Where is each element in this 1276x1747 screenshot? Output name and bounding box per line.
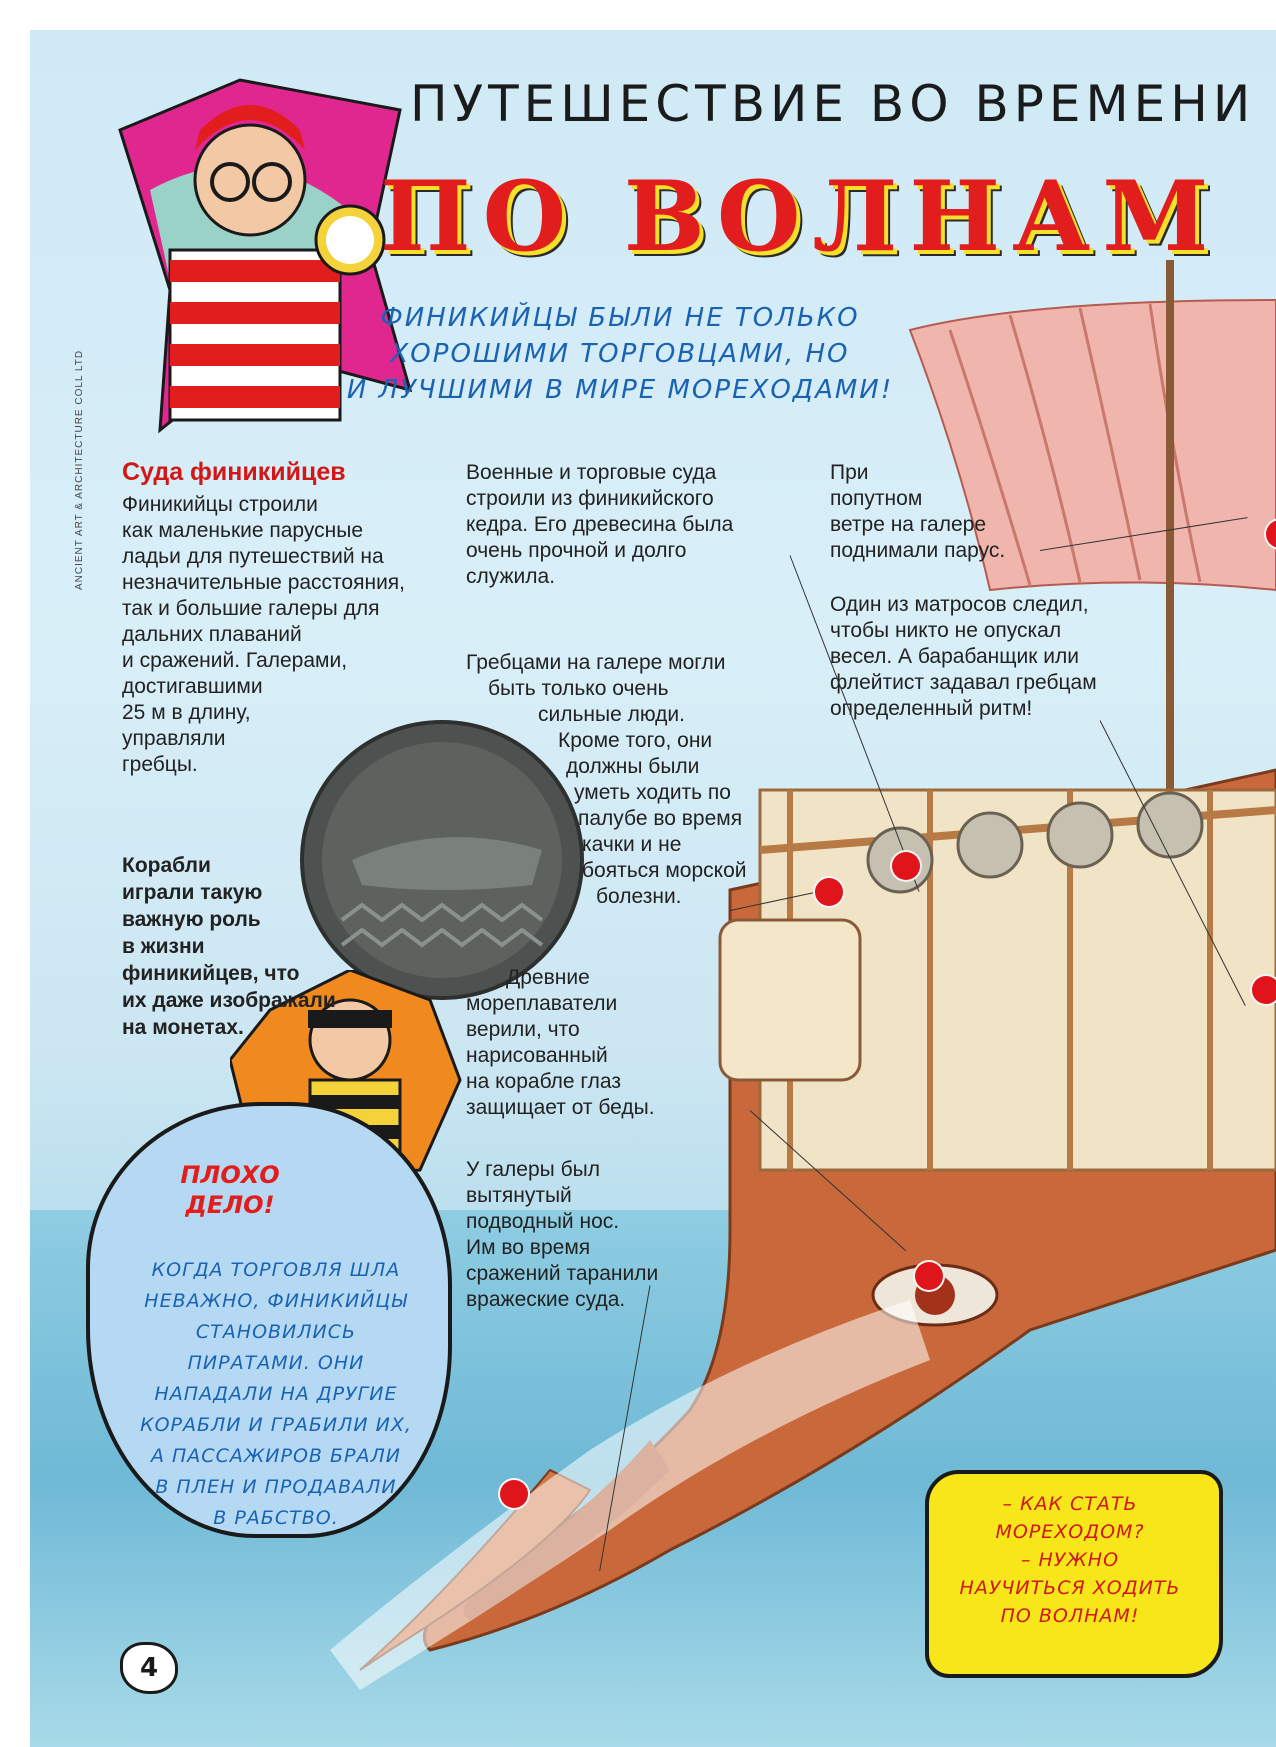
text-line: флейтист задавал гребцам [830,671,1097,694]
text-line: подводный нос. [466,1210,620,1233]
text-line: попутном [830,487,923,510]
page [30,30,1276,1747]
text-line: ПО ВОЛНАМ! [1000,1605,1140,1627]
text-line: бояться морской [582,859,747,882]
text-line: Корабли [122,854,211,877]
text-line: МОРЕХОДОМ? [995,1521,1145,1543]
text-line: вытянутый [466,1184,572,1207]
text-line: Один из матросов следил, [830,593,1089,616]
bubble-text [116,1255,436,1534]
text-line: сражений таранили [466,1262,659,1285]
text-line: нарисованный [466,1044,608,1067]
intro-line: ФИНИКИЙЦЫ БЫЛИ НЕ ТОЛЬКО [380,303,860,333]
text-line: их даже изображали [122,989,336,1012]
text-line: Военные и торговые суда [466,461,717,484]
text-line: достигавшими [122,675,263,698]
page-title: ПО ВОЛНАМ [380,160,1221,273]
bubble-title-line: ПЛОХО [180,1161,280,1189]
text-line: У галеры был [466,1158,600,1181]
intro-text [320,300,920,408]
text-line: ладьи для путешествий на [122,545,384,568]
ships-paragraph [122,492,442,778]
bubble-title [150,1160,310,1220]
text-line: уметь ходить по [574,781,731,804]
rowers-caption [466,650,786,910]
text-line: поднимали парус. [830,539,1006,562]
text-line: защищает от беды. [466,1096,655,1119]
page-number: 4 [120,1642,178,1694]
text-line: как маленькие парусные [122,519,363,542]
text-line: Кроме того, они [558,729,713,752]
text-line: болезни. [596,885,682,908]
text-line: служила. [466,565,556,588]
text-line: качки и не [582,833,682,856]
text-line: Гребцами на галере могли [466,651,726,674]
text-line: ветре на галере [830,513,986,536]
series-title: ПУТЕШЕСТВИЕ ВО ВРЕМЕНИ [410,75,1256,133]
text-line: КОГДА ТОРГОВЛЯ ШЛА [151,1259,401,1281]
marker-dot [915,1262,943,1290]
text-line: так и большие галеры для [122,597,380,620]
text-line: определенный ритм! [830,697,1033,720]
cedar-caption [466,460,786,590]
text-line: дальних плаваний [122,623,302,646]
intro-line: И ЛУЧШИМИ В МИРЕ МОРЕХОДАМИ! [346,375,894,405]
eye-caption [466,965,726,1121]
text-line: вражеские суда. [466,1288,626,1311]
text-line: на корабле глаз [466,1070,621,1093]
text-line: быть только очень [488,677,669,700]
joke-text [935,1490,1205,1630]
text-line: НЕВАЖНО, ФИНИКИЙЦЫ [144,1290,408,1312]
text-line: в жизни [122,935,205,958]
text-line: Финикийцы строили [122,493,318,516]
sail-caption [830,460,1070,564]
text-line: на монетах. [122,1016,244,1039]
section-heading: Суда финикийцев [122,458,346,486]
text-line: управляли [122,727,226,750]
text-line: очень прочной и долго [466,539,687,562]
bubble-title-line: ДЕЛО! [185,1191,275,1219]
drummer-caption [830,592,1160,722]
text-line: весел. А барабанщик или [830,645,1079,668]
text-line: должны были [566,755,700,778]
marker-dot [500,1480,528,1508]
photo-credit: ANCIENT ART & ARCHITECTURE COLL LTD [74,349,85,590]
text-line: В РАБСТВО. [213,1507,339,1529]
text-line: верили, что [466,1018,580,1041]
text-line: При [830,461,869,484]
text-line: ПИРАТАМИ. ОНИ [187,1352,365,1374]
text-line: важную роль [122,908,261,931]
text-line: играли такую [122,881,263,904]
text-line: чтобы никто не опускал [830,619,1062,642]
text-line: мореплаватели [466,992,618,1015]
text-line: гребцы. [122,753,198,776]
text-line: А ПАССАЖИРОВ БРАЛИ [150,1445,401,1467]
text-line: сильные люди. [538,703,685,726]
text-line: НАУЧИТЬСЯ ХОДИТЬ [959,1577,1181,1599]
marker-dot [1252,976,1276,1004]
text-line: незначительные расстояния, [122,571,406,594]
text-line: Им во время [466,1236,591,1259]
text-line: строили из финикийского [466,487,714,510]
intro-line: ХОРОШИМИ ТОРГОВЦАМИ, НО [390,339,850,369]
text-line: 25 м в длину, [122,701,251,724]
text-line: – НУЖНО [1020,1549,1120,1571]
text-line: Древние [506,966,590,989]
marker-dot [892,852,920,880]
text-line: финикийцев, что [122,962,300,985]
text-line: палубе во время [578,807,743,830]
ram-caption [466,1157,726,1313]
coins-caption [122,852,362,1041]
text-line: и сражений. Галерами, [122,649,348,672]
text-line: В ПЛЕН И ПРОДАВАЛИ [155,1476,397,1498]
text-line: СТАНОВИЛИСЬ [195,1321,357,1343]
text-line: НАПАДАЛИ НА ДРУГИЕ [154,1383,398,1405]
text-line: кедра. Его древесина была [466,513,734,536]
text-line: КОРАБЛИ И ГРАБИЛИ ИХ, [140,1414,412,1436]
marker-dot [815,878,843,906]
text-line: – КАК СТАТЬ [1002,1493,1138,1515]
